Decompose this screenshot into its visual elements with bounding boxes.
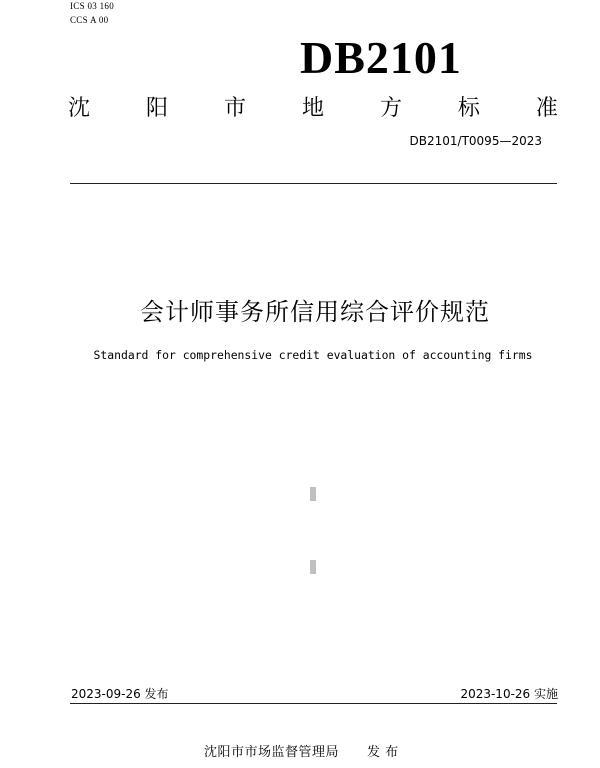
standard-type-char: 市 — [223, 96, 246, 121]
standard-type-char: 准 — [535, 96, 558, 121]
top-divider — [70, 183, 557, 184]
implementation-date: 2023-10-26 实施 — [460, 687, 558, 701]
document-title-zh: 会计师事务所信用综合评价规范 — [140, 298, 490, 326]
standard-type-char: 阳 — [145, 96, 168, 121]
standard-code: DB2101/T0095—2023 — [409, 134, 542, 148]
bottom-divider — [70, 703, 557, 704]
placeholder-mark — [310, 487, 316, 501]
ccs-code: CCS A 00 — [70, 15, 109, 25]
placeholder-mark — [310, 560, 316, 574]
standard-brand: DB2101 — [300, 32, 462, 83]
publisher-name: 沈阳市市场监督管理局 — [204, 745, 340, 760]
standard-type — [68, 94, 558, 124]
standard-type-char: 标 — [457, 96, 480, 121]
publisher-line — [204, 744, 399, 762]
issue-date: 2023-09-26 发布 — [71, 687, 169, 701]
standard-type-char: 沈 — [68, 96, 91, 121]
publish-word: 发 布 — [367, 745, 399, 760]
document-title-en: Standard for comprehensive credit evaluation of accounting firms — [93, 348, 533, 362]
standard-type-char: 地 — [301, 96, 324, 121]
standard-type-char: 方 — [379, 96, 402, 121]
ics-code: ICS 03 160 — [70, 1, 115, 11]
